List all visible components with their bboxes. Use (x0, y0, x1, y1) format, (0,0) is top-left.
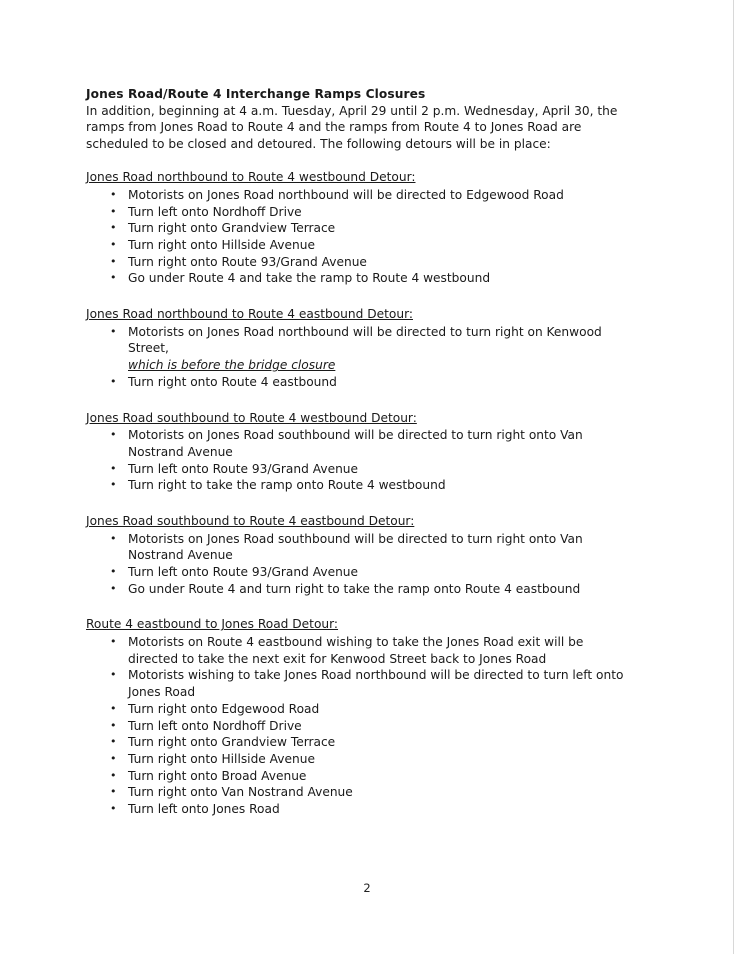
section-heading: Route 4 eastbound to Jones Road Detour: (86, 617, 339, 632)
detour-section-sb-westbound (86, 407, 631, 494)
list-item: • Turn right onto Edgewood Road (86, 701, 631, 718)
list-item: • Turn right onto Route 4 eastbound (86, 374, 631, 391)
section-heading-wrap (86, 303, 631, 323)
detour-section-nb-westbound (86, 166, 631, 287)
list-item: • Motorists on Route 4 eastbound wishing to take the Jones Road exit will be directed to take the next exit for Kenwood Street back to Jones Road (86, 634, 631, 667)
detour-step-list (86, 531, 631, 598)
list-item: • Turn left onto Nordhoff Drive (86, 718, 631, 735)
list-item: • Motorists wishing to take Jones Road northbound will be directed to turn left onto Jones Road (86, 667, 631, 700)
list-item: • Turn right to take the ramp onto Route 4 westbound (86, 477, 631, 494)
list-item: • Motorists on Jones Road southbound will be directed to turn right onto Van Nostrand Avenue (86, 427, 631, 460)
intro-paragraph: In addition, beginning at 4 a.m. Tuesday, April 29 until 2 p.m. Wednesday, April 30, the ramps from Jones Road to Route 4 and the ramps from Route 4 to Jones Road are scheduled to be closed and detoured. The following detours will be in place: (86, 103, 618, 151)
section-heading: Jones Road northbound to Route 4 westbound Detour: (86, 170, 416, 185)
detour-section-nb-eastbound (86, 303, 631, 390)
list-item-text: Motorists on Jones Road northbound will be directed to turn right on Kenwood Street, (128, 324, 602, 356)
list-item: • Turn left onto Jones Road (86, 801, 631, 818)
document-body (86, 86, 631, 818)
list-item: • Go under Route 4 and take the ramp to Route 4 westbound (86, 270, 631, 287)
list-item (86, 324, 631, 374)
list-item: • Go under Route 4 and turn right to take the ramp onto Route 4 eastbound (86, 581, 631, 598)
list-item: • Turn left onto Nordhoff Drive (86, 204, 631, 221)
section-heading-wrap (86, 166, 631, 186)
section-heading: Jones Road northbound to Route 4 eastbound Detour: (86, 307, 413, 322)
list-item: • Turn left onto Route 93/Grand Avenue (86, 564, 631, 581)
list-item: • Turn left onto Route 93/Grand Avenue (86, 461, 631, 478)
spacer (86, 152, 631, 166)
section-heading-wrap (86, 613, 631, 633)
detour-step-list (86, 634, 631, 818)
detour-section-rt4-eb-to-jones (86, 613, 631, 817)
list-item: • Motorists on Jones Road southbound will be directed to turn right onto Van Nostrand Avenue (86, 531, 631, 564)
page-number: 2 (363, 881, 371, 895)
list-item: • Motorists on Jones Road northbound will be directed to Edgewood Road (86, 187, 631, 204)
list-item: • Turn right onto Grandview Terrace (86, 220, 631, 237)
section-heading: Jones Road southbound to Route 4 westbound Detour: (86, 410, 417, 425)
section-heading-wrap (86, 510, 631, 530)
detour-step-list (86, 427, 631, 494)
list-item: • Turn right onto Grandview Terrace (86, 734, 631, 751)
list-item: • Turn right onto Hillside Avenue (86, 237, 631, 254)
list-item: • Turn right onto Van Nostrand Avenue (86, 784, 631, 801)
list-item: • Turn right onto Broad Avenue (86, 768, 631, 785)
section-heading-wrap (86, 407, 631, 427)
document-title: Jones Road/Route 4 Interchange Ramps Closures (86, 87, 426, 101)
list-item: • Turn right onto Route 93/Grand Avenue (86, 254, 631, 271)
detour-step-list (86, 187, 631, 287)
detour-section-sb-eastbound (86, 510, 631, 597)
detour-step-list (86, 324, 631, 391)
list-item: • Turn right onto Hillside Avenue (86, 751, 631, 768)
section-heading: Jones Road southbound to Route 4 eastbound Detour: (86, 514, 415, 528)
list-item-emphasis: which is before the bridge closure (128, 358, 336, 373)
